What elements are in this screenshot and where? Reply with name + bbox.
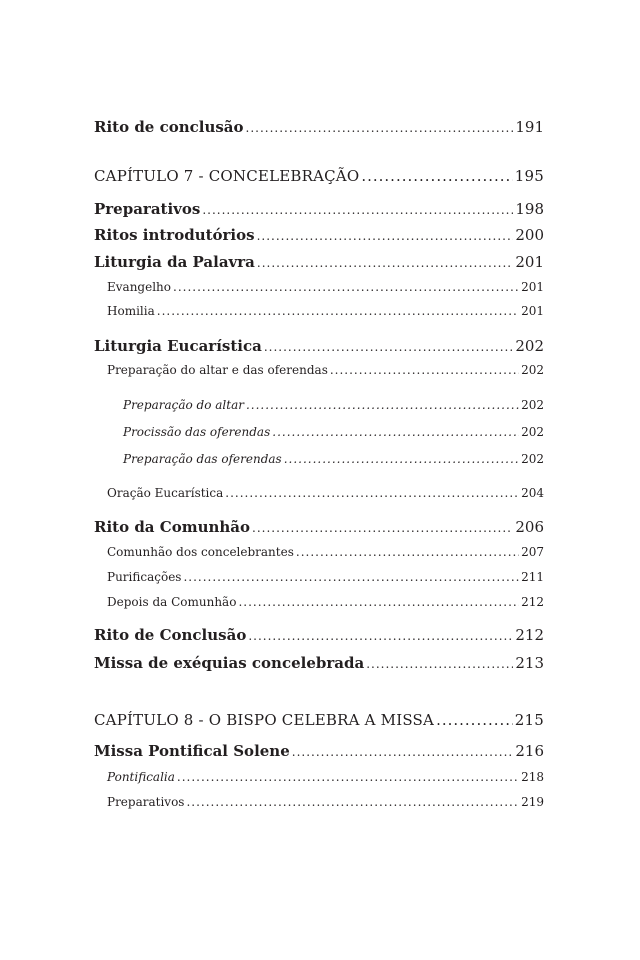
dot-leader — [225, 486, 519, 500]
dot-leader — [246, 121, 514, 135]
dot-leader — [296, 545, 519, 559]
toc-subentry — [107, 795, 544, 809]
dot-leader — [183, 570, 519, 584]
toc-entry-title: Missa Pontifical Solene — [94, 742, 290, 760]
toc-subentry — [107, 363, 544, 377]
toc-entry-page: 202 — [521, 452, 544, 466]
toc-entry-page: 198 — [515, 200, 544, 218]
toc-chapter-entry — [94, 711, 544, 729]
toc-entry-title: Liturgia Eucarística — [94, 337, 262, 355]
toc-entry — [94, 226, 544, 244]
toc-entry-page: 202 — [521, 398, 544, 412]
toc-entry-title: Missa de exéquias concelebrada — [94, 654, 365, 672]
dot-leader — [366, 657, 513, 671]
toc-entry-page: 191 — [515, 118, 544, 136]
dot-leader — [186, 795, 519, 809]
toc-entry-page: 202 — [521, 425, 544, 439]
dot-leader — [257, 256, 513, 270]
dot-leader — [361, 167, 512, 185]
toc-entry — [94, 200, 544, 218]
toc-entry-title: CAPÍTULO 8 - O BISPO CELEBRA A MISSA — [94, 711, 435, 729]
toc-entry-page: 212 — [521, 595, 544, 609]
toc-entry-title: Preparação do altar — [123, 398, 244, 412]
dot-leader — [436, 711, 513, 729]
toc-entry-title: Rito de conclusão — [94, 118, 244, 136]
toc-entry — [94, 518, 544, 536]
toc-entry — [94, 742, 544, 760]
dot-leader — [284, 452, 519, 466]
dot-leader — [202, 203, 513, 217]
toc-subsubentry — [123, 398, 544, 412]
toc-entry-title: Homilia — [107, 304, 155, 318]
toc-subentry — [107, 280, 544, 294]
toc-entry-title: Rito de Conclusão — [94, 626, 247, 644]
toc-subsubentry — [123, 452, 544, 466]
toc-entry — [94, 118, 544, 136]
toc-entry-page: 215 — [514, 711, 544, 729]
toc-subentry — [107, 770, 544, 784]
toc-entry-page: 206 — [515, 518, 544, 536]
toc-entry-title: Preparativos — [107, 795, 185, 809]
toc-entry-title: Rito da Comunhão — [94, 518, 251, 536]
toc-subsubentry — [123, 425, 544, 439]
dot-leader — [173, 280, 519, 294]
dot-leader — [238, 595, 519, 609]
toc-entry-page: 204 — [521, 486, 544, 500]
toc-chapter-entry — [94, 167, 544, 185]
toc-entry-title: Comunhão dos concelebrantes — [107, 545, 294, 559]
toc-entry-page: 207 — [521, 545, 544, 559]
toc-entry-page: 212 — [515, 626, 544, 644]
toc-entry-title: Preparativos — [94, 200, 201, 218]
toc-subentry — [107, 570, 544, 584]
toc-entry-title: Evangelho — [107, 280, 171, 294]
toc-entry-page: 195 — [514, 167, 544, 185]
toc-entry — [94, 337, 544, 355]
toc-entry-page: 219 — [521, 795, 544, 809]
toc-entry-title: Depois da Comunhão — [107, 595, 237, 609]
toc-entry-title: Procissão das oferendas — [123, 425, 271, 439]
toc-entry — [94, 626, 544, 644]
toc-entry-page: 216 — [515, 742, 544, 760]
toc-entry-title: Ritos introdutórios — [94, 226, 255, 244]
dot-leader — [292, 745, 514, 759]
dot-leader — [252, 521, 513, 535]
toc-entry-page: 213 — [515, 654, 544, 672]
toc-entry — [94, 253, 544, 271]
toc-entry-title: Pontificalia — [107, 770, 175, 784]
dot-leader — [257, 229, 514, 243]
toc-subentry — [107, 545, 544, 559]
toc-entry — [94, 654, 544, 672]
dot-leader — [264, 340, 514, 354]
toc-entry-page: 200 — [515, 226, 544, 244]
toc-subentry — [107, 486, 544, 500]
toc-entry-page: 218 — [521, 770, 544, 784]
toc-entry-title: CAPÍTULO 7 - CONCELEBRAÇÃO — [94, 167, 360, 185]
toc-entry-page: 202 — [515, 337, 544, 355]
toc-entry-page: 201 — [521, 280, 544, 294]
toc-entry-title: Preparação do altar e das oferendas — [107, 363, 328, 377]
toc-subentry — [107, 304, 544, 318]
dot-leader — [246, 398, 519, 412]
toc-entry-title: Oração Eucarística — [107, 486, 224, 500]
toc-entry-page: 201 — [521, 304, 544, 318]
dot-leader — [272, 425, 519, 439]
toc-entry-page: 201 — [515, 253, 544, 271]
toc-entry-title: Purificações — [107, 570, 182, 584]
toc-entry-title: Liturgia da Palavra — [94, 253, 255, 271]
dot-leader — [177, 770, 519, 784]
dot-leader — [157, 304, 519, 318]
toc-entry-page: 211 — [521, 570, 544, 584]
dot-leader — [248, 629, 513, 643]
toc-entry-page: 202 — [521, 363, 544, 377]
toc-entry-title: Preparação das oferendas — [123, 452, 282, 466]
dot-leader — [330, 363, 519, 377]
toc-subentry — [107, 595, 544, 609]
